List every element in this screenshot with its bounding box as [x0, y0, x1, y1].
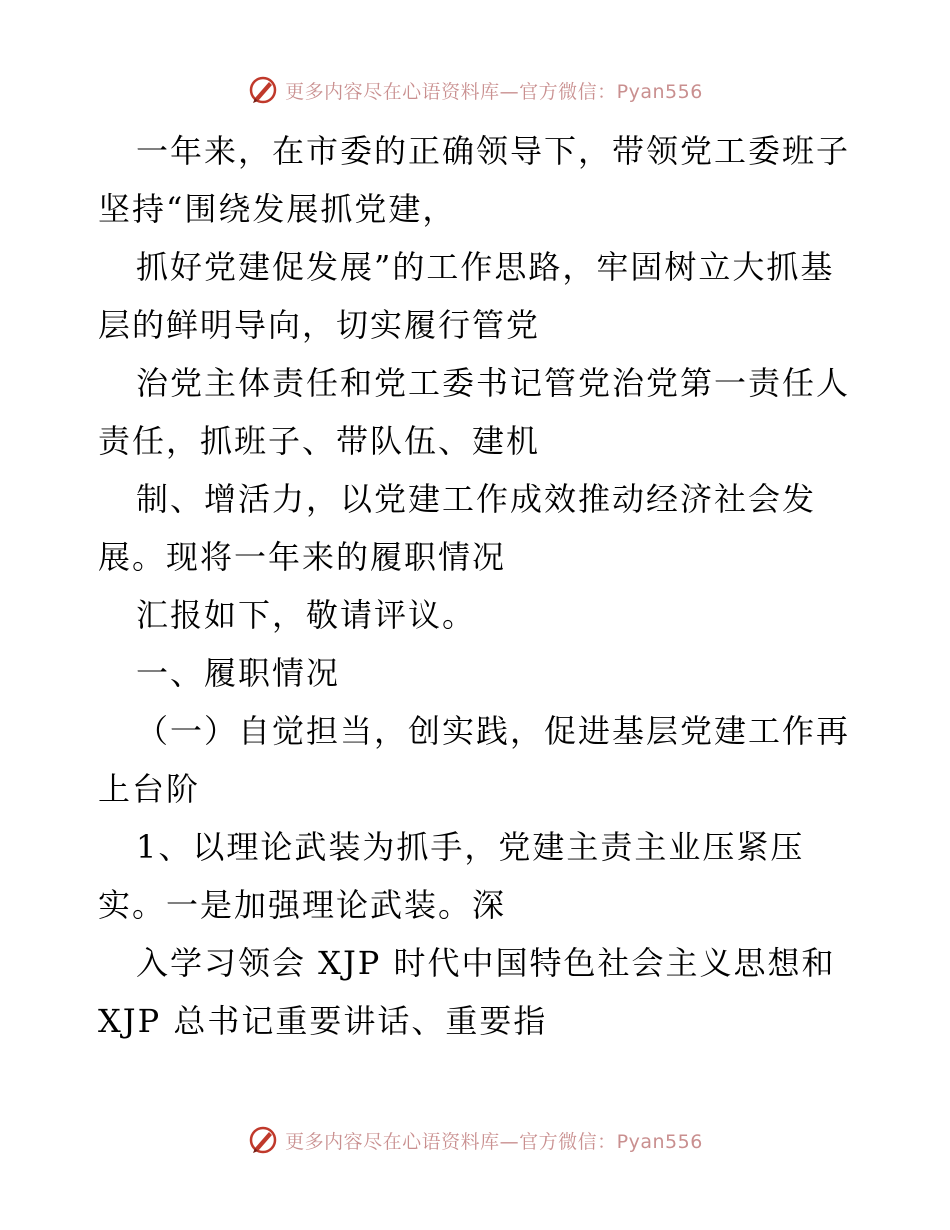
text-line: 展。现将一年来的履职情况: [98, 538, 507, 576]
text-line: XJP 总书记重要讲话、重要指: [98, 1002, 548, 1040]
text-line: 坚持“围绕发展抓党建，: [98, 190, 457, 228]
text-line: 制、增活力，以党建工作成效推动经济社会发: [136, 480, 817, 518]
text-line: 汇报如下，敬请评议。: [136, 596, 477, 634]
footer-watermark: [0, 1120, 950, 1160]
text-line: 责任，抓班子、带队伍、建机: [98, 422, 541, 460]
watermark-text: 更多内容尽在心语资料库—官方微信：Pyan556: [285, 80, 703, 103]
section-heading: 一、履职情况: [136, 654, 341, 692]
text-line: 上台阶: [98, 770, 201, 808]
subsection-heading: （一）自觉担当，创实践，促进基层党建工作再: [136, 712, 851, 750]
text-line: 入学习领会 XJP 时代中国特色社会主义思想和: [136, 944, 836, 982]
text-line: 层的鲜明导向，切实履行管党: [98, 306, 541, 344]
document-body: [98, 122, 868, 1050]
text-line: 抓好党建促发展”的工作思路，牢固树立大抓基: [136, 248, 835, 286]
text-line: 治党主体责任和党工委书记管党治党第一责任人: [136, 364, 851, 402]
text-line: 一年来，在市委的正确领导下，带领党工委班子: [136, 132, 851, 170]
text-line: 实。一是加强理论武装。深: [98, 886, 507, 924]
watermark-text: 更多内容尽在心语资料库—官方微信：Pyan556: [285, 1130, 703, 1153]
header-watermark: [0, 70, 950, 110]
text-line: 1、以理论武装为抓手，党建主责主业压紧压: [136, 828, 805, 866]
red-pen-icon: [247, 1124, 279, 1156]
red-pen-icon: [247, 74, 279, 106]
